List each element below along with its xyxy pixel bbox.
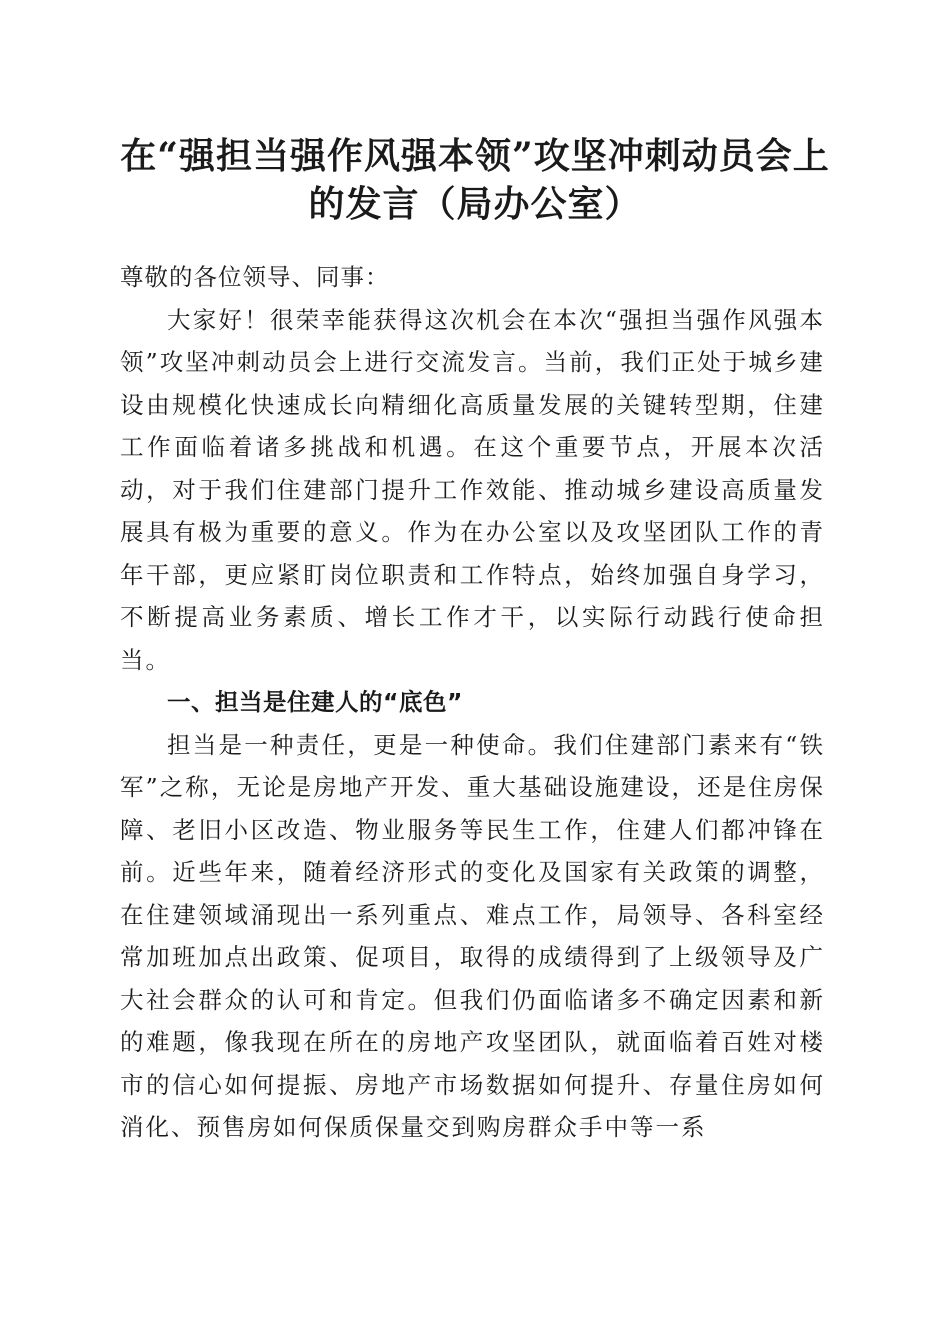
document-body <box>120 256 825 1149</box>
document-title <box>110 132 840 228</box>
salutation: 尊敬的各位领导、同事： <box>120 263 390 291</box>
section-heading-1: 一、担当是住建人的“底色” <box>167 688 463 716</box>
paragraph-intro: 大家好！很荣幸能获得这次机会在本次“强担当强作风强本领”攻坚冲刺动员会上进行交流发言。当前，我们正处于城乡建设由规模化快速成长向精细化高质量发展的关键转型期，住建工作面临着诸多挑战和机遇。在这个重要节点，开展本次活动，对于我们住建部门提升工作效能、推动城乡建设高质量发展具有极为重要的意义。作为在办公室以及攻坚团队工作的青年干部，更应紧盯岗位职责和工作特点，始终加强自身学习，不断提高业务素质、增长工作才干，以实际行动践行使命担当。 <box>120 305 825 674</box>
paragraph-section-1: 担当是一种责任，更是一种使命。我们住建部门素来有“铁军”之称，无论是房地产开发、重大基础设施建设，还是住房保障、老旧小区改造、物业服务等民生工作，住建人们都冲锋在前。近些年来，随着经济形式的变化及国家有关政策的调整，在住建领域涌现出一系列重点、难点工作，局领导、各科室经常加班加点出政策、促项目，取得的成绩得到了上级领导及广大社会群众的认可和肯定。但我们仍面临诸多不确定因素和新的难题，像我现在所在的房地产攻坚团队，就面临着百姓对楼市的信心如何提振、房地产市场数据如何提升、存量住房如何消化、预售房如何保质保量交到购房群众手中等一系 <box>120 730 825 1141</box>
title-line-2: 的发言（局办公室） <box>308 183 642 225</box>
title-line-1: 在“强担当强作风强本领”攻坚冲刺动员会上 <box>120 135 830 177</box>
